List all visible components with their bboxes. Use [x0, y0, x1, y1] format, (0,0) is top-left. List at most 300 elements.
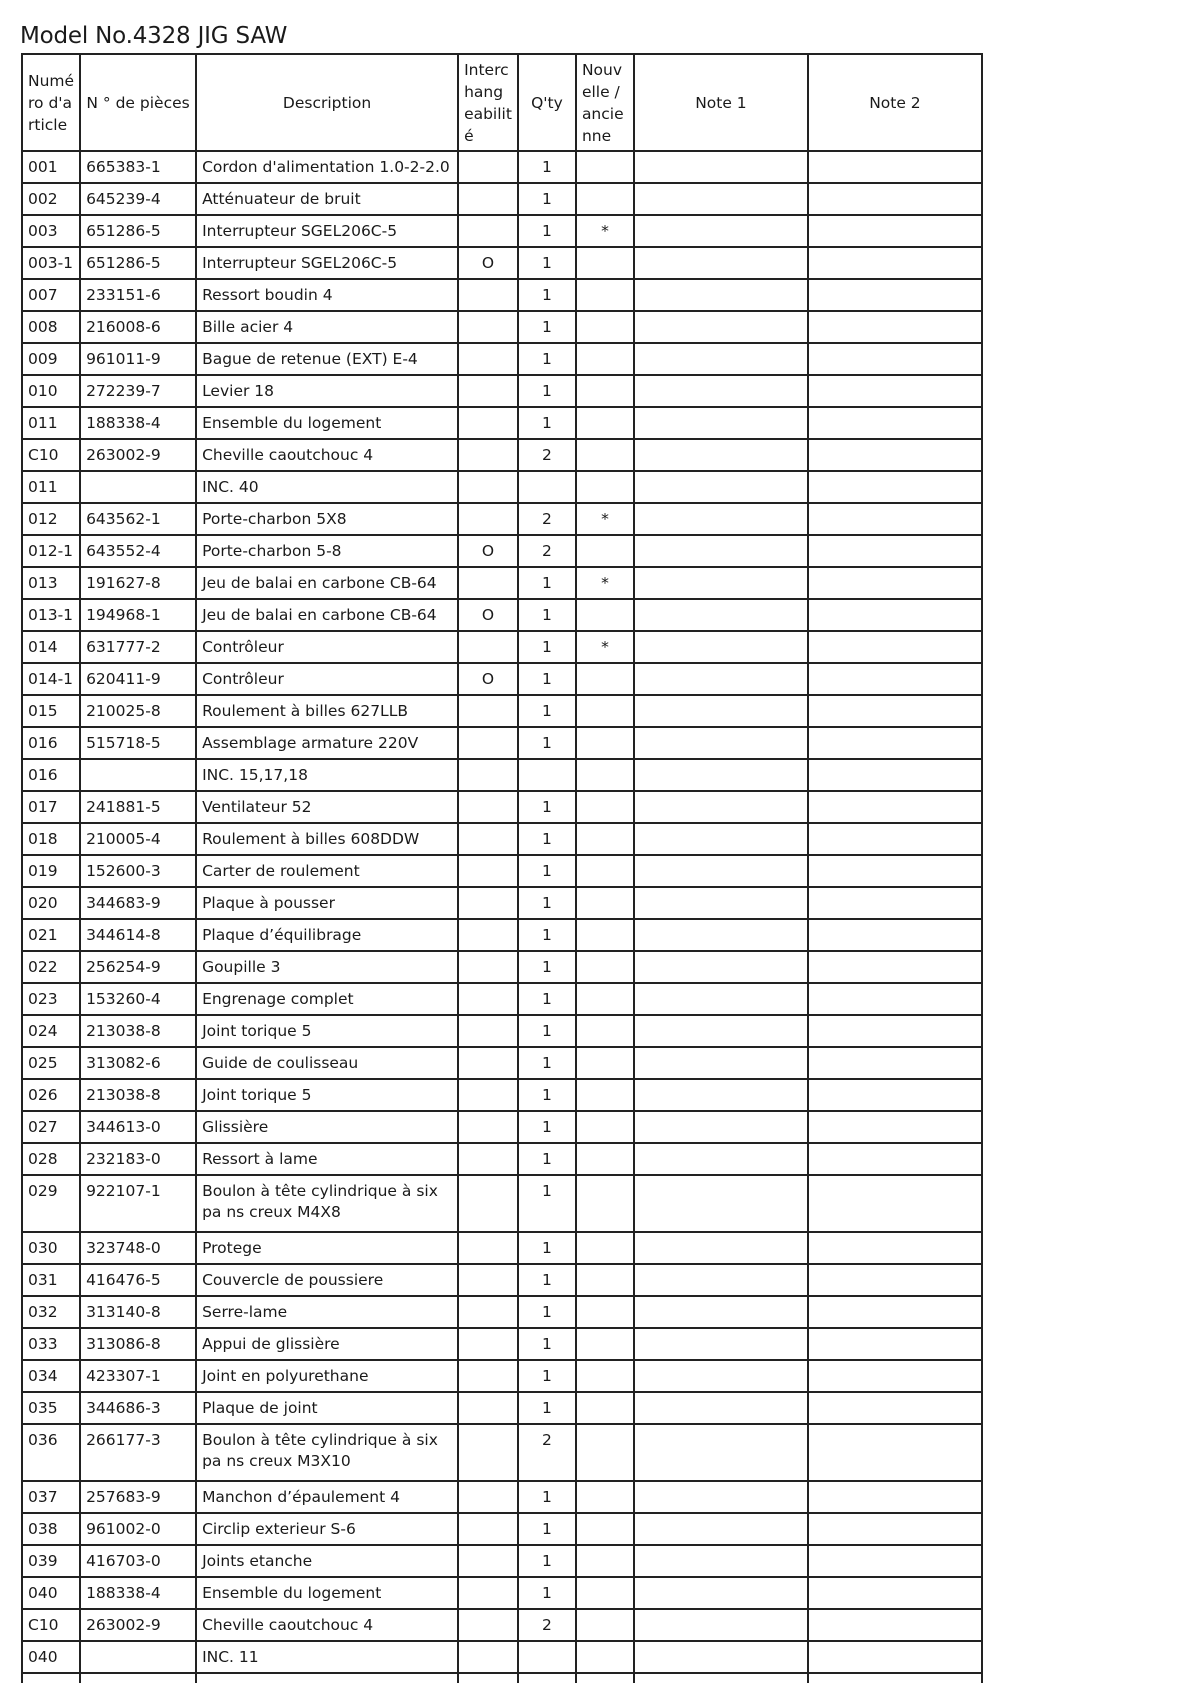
- cell-note-2: [808, 247, 982, 279]
- cell-new-old: [576, 791, 634, 823]
- cell-article-number: 022: [22, 951, 80, 983]
- cell-note-1: [634, 791, 808, 823]
- cell-new-old: [576, 887, 634, 919]
- cell-quantity: 1: [518, 151, 576, 183]
- cell-new-old: [576, 1673, 634, 1683]
- cell-part-number: 188338-4: [80, 1577, 196, 1609]
- cell-description: Ressort à lame: [196, 1143, 458, 1175]
- cell-new-old: [576, 471, 634, 503]
- cell-description: Plaque à pousser: [196, 887, 458, 919]
- cell-article-number: 033: [22, 1328, 80, 1360]
- table-row: [22, 855, 982, 887]
- cell-part-number: 323748-0: [80, 1232, 196, 1264]
- cell-description: Ensemble du logement: [196, 1577, 458, 1609]
- parts-table: [21, 53, 983, 1683]
- table-row: [22, 375, 982, 407]
- cell-interchangeability: [458, 823, 518, 855]
- cell-description: INC. 11: [196, 1641, 458, 1673]
- cell-note-2: [808, 1296, 982, 1328]
- cell-new-old: [576, 599, 634, 631]
- cell-note-2: [808, 1111, 982, 1143]
- cell-quantity: 2: [518, 503, 576, 535]
- cell-quantity: 2: [518, 439, 576, 471]
- table-row: [22, 535, 982, 567]
- cell-note-1: [634, 1641, 808, 1673]
- cell-interchangeability: O: [458, 247, 518, 279]
- cell-description: Guide de coulisseau: [196, 1047, 458, 1079]
- cell-note-1: [634, 1143, 808, 1175]
- table-row: [22, 1609, 982, 1641]
- cell-new-old: [576, 311, 634, 343]
- table-row: [22, 1111, 982, 1143]
- cell-article-number: 025: [22, 1047, 80, 1079]
- cell-note-2: [808, 1577, 982, 1609]
- cell-part-number: 344614-8: [80, 919, 196, 951]
- cell-quantity: 2: [518, 1609, 576, 1641]
- table-row: [22, 567, 982, 599]
- cell-note-2: [808, 1424, 982, 1481]
- cell-note-1: [634, 1513, 808, 1545]
- cell-interchangeability: [458, 1296, 518, 1328]
- table-row: [22, 759, 982, 791]
- cell-new-old: [576, 439, 634, 471]
- cell-new-old: *: [576, 567, 634, 599]
- cell-note-2: [808, 599, 982, 631]
- cell-description: Boulon à tête cylindrique à six pa ns creux M4X8: [196, 1175, 458, 1232]
- cell-part-number: 153260-4: [80, 983, 196, 1015]
- cell-part-number: 643552-4: [80, 535, 196, 567]
- cell-part-number: 423307-1: [80, 1360, 196, 1392]
- cell-article-number: 040: [22, 1641, 80, 1673]
- table-row: [22, 407, 982, 439]
- cell-description: Ventilateur 52: [196, 791, 458, 823]
- cell-interchangeability: O: [458, 535, 518, 567]
- cell-note-1: [634, 311, 808, 343]
- cell-article-number: [22, 1673, 80, 1683]
- cell-note-1: [634, 247, 808, 279]
- cell-note-1: [634, 1609, 808, 1641]
- cell-article-number: 034: [22, 1360, 80, 1392]
- cell-note-1: [634, 983, 808, 1015]
- cell-new-old: [576, 1047, 634, 1079]
- cell-part-number: 620411-9: [80, 663, 196, 695]
- cell-article-number: 002: [22, 183, 80, 215]
- table-row: [22, 951, 982, 983]
- cell-quantity: 1: [518, 1392, 576, 1424]
- document-title: Model No.4328 JIG SAW: [20, 23, 288, 49]
- cell-article-number: 023: [22, 983, 80, 1015]
- cell-note-1: [634, 1296, 808, 1328]
- cell-quantity: 1: [518, 343, 576, 375]
- cell-note-2: [808, 407, 982, 439]
- cell-note-2: [808, 1015, 982, 1047]
- cell-description: Cheville caoutchouc 4: [196, 1609, 458, 1641]
- cell-new-old: [576, 823, 634, 855]
- cell-interchangeability: [458, 759, 518, 791]
- table-row: [22, 663, 982, 695]
- cell-article-number: 012-1: [22, 535, 80, 567]
- cell-interchangeability: [458, 887, 518, 919]
- cell-note-1: [634, 279, 808, 311]
- table-row: [22, 215, 982, 247]
- table-row: [22, 1513, 982, 1545]
- cell-note-1: [634, 375, 808, 407]
- table-row: [22, 919, 982, 951]
- cell-interchangeability: [458, 503, 518, 535]
- cell-note-2: [808, 151, 982, 183]
- cell-quantity: 1: [518, 1264, 576, 1296]
- cell-article-number: 035: [22, 1392, 80, 1424]
- table-row: [22, 151, 982, 183]
- table-row: [22, 1264, 982, 1296]
- table-row: [22, 599, 982, 631]
- cell-new-old: [576, 1360, 634, 1392]
- table-row: [22, 1641, 982, 1673]
- cell-quantity: 1: [518, 407, 576, 439]
- cell-quantity: 1: [518, 1545, 576, 1577]
- cell-interchangeability: [458, 471, 518, 503]
- cell-note-1: [634, 1360, 808, 1392]
- cell-quantity: [518, 759, 576, 791]
- cell-quantity: 1: [518, 1047, 576, 1079]
- cell-description: Joints etanche: [196, 1545, 458, 1577]
- cell-description: Appui de glissière: [196, 1328, 458, 1360]
- cell-interchangeability: [458, 311, 518, 343]
- cell-note-2: [808, 279, 982, 311]
- cell-description: Porte-charbon 5-8: [196, 535, 458, 567]
- table-row: [22, 1545, 982, 1577]
- header-row: [22, 54, 982, 151]
- cell-note-1: [634, 727, 808, 759]
- table-row: [22, 1481, 982, 1513]
- cell-part-number: 263002-9: [80, 439, 196, 471]
- cell-note-2: [808, 631, 982, 663]
- table-row: [22, 1392, 982, 1424]
- cell-note-2: [808, 1047, 982, 1079]
- table-row: [22, 727, 982, 759]
- cell-note-1: [634, 183, 808, 215]
- cell-part-number: 416703-0: [80, 1545, 196, 1577]
- cell-article-number: 016: [22, 759, 80, 791]
- cell-new-old: [576, 951, 634, 983]
- cell-interchangeability: [458, 375, 518, 407]
- cell-quantity: 1: [518, 919, 576, 951]
- cell-quantity: 1: [518, 983, 576, 1015]
- cell-note-2: [808, 1392, 982, 1424]
- cell-note-2: [808, 1079, 982, 1111]
- cell-article-number: 024: [22, 1015, 80, 1047]
- cell-new-old: [576, 1296, 634, 1328]
- cell-interchangeability: [458, 1143, 518, 1175]
- cell-new-old: [576, 727, 634, 759]
- cell-interchangeability: [458, 1360, 518, 1392]
- cell-description: Engrenage complet: [196, 983, 458, 1015]
- cell-quantity: 1: [518, 727, 576, 759]
- cell-quantity: 1: [518, 791, 576, 823]
- cell-note-1: [634, 151, 808, 183]
- cell-quantity: 1: [518, 215, 576, 247]
- cell-note-2: [808, 791, 982, 823]
- cell-article-number: 007: [22, 279, 80, 311]
- cell-interchangeability: [458, 791, 518, 823]
- cell-note-1: [634, 1079, 808, 1111]
- cell-quantity: 1: [518, 1577, 576, 1609]
- table-row: [22, 1232, 982, 1264]
- cell-interchangeability: [458, 1577, 518, 1609]
- parts-table-body: [22, 151, 982, 1683]
- cell-description: Manchon d’épaulement 4: [196, 1481, 458, 1513]
- cell-article-number: 012: [22, 503, 80, 535]
- cell-part-number: 152600-3: [80, 855, 196, 887]
- cell-interchangeability: O: [458, 599, 518, 631]
- cell-part-number: 210005-4: [80, 823, 196, 855]
- cell-description: Glissière: [196, 1111, 458, 1143]
- cell-note-2: [808, 759, 982, 791]
- cell-note-1: [634, 951, 808, 983]
- cell-description: Assemblage armature 220V: [196, 727, 458, 759]
- cell-description: Interrupteur SGEL206C-5: [196, 215, 458, 247]
- cell-interchangeability: [458, 631, 518, 663]
- cell-note-1: [634, 1673, 808, 1683]
- header-note-1: Note 1: [634, 54, 808, 151]
- cell-note-2: [808, 663, 982, 695]
- cell-new-old: [576, 535, 634, 567]
- cell-article-number: 036: [22, 1424, 80, 1481]
- cell-part-number: 665383-1: [80, 151, 196, 183]
- cell-description: Boulon à tête cylindrique à six pa ns creux M3X10: [196, 1424, 458, 1481]
- cell-part-number: 210025-8: [80, 695, 196, 727]
- cell-quantity: 1: [518, 1513, 576, 1545]
- cell-new-old: [576, 695, 634, 727]
- table-row: [22, 1673, 982, 1683]
- cell-article-number: 027: [22, 1111, 80, 1143]
- cell-interchangeability: [458, 1015, 518, 1047]
- cell-new-old: [576, 1392, 634, 1424]
- cell-interchangeability: [458, 983, 518, 1015]
- cell-article-number: 009: [22, 343, 80, 375]
- cell-quantity: 1: [518, 1143, 576, 1175]
- cell-description: Cordon d'alimentation 1.0-2-2.0: [196, 151, 458, 183]
- cell-note-2: [808, 823, 982, 855]
- cell-article-number: 030: [22, 1232, 80, 1264]
- cell-note-2: [808, 567, 982, 599]
- cell-part-number: 232183-0: [80, 1143, 196, 1175]
- cell-new-old: [576, 1577, 634, 1609]
- cell-part-number: [80, 1641, 196, 1673]
- cell-note-2: [808, 343, 982, 375]
- table-row: [22, 1015, 982, 1047]
- cell-part-number: 233151-6: [80, 279, 196, 311]
- cell-interchangeability: [458, 1673, 518, 1683]
- cell-article-number: 019: [22, 855, 80, 887]
- header-part-number: N ° de pièces: [80, 54, 196, 151]
- cell-interchangeability: [458, 1111, 518, 1143]
- cell-new-old: [576, 1264, 634, 1296]
- cell-part-number: 313086-8: [80, 1328, 196, 1360]
- cell-note-2: [808, 535, 982, 567]
- cell-note-1: [634, 535, 808, 567]
- cell-quantity: 1: [518, 823, 576, 855]
- cell-interchangeability: [458, 151, 518, 183]
- cell-note-1: [634, 471, 808, 503]
- table-row: [22, 247, 982, 279]
- cell-quantity: 1: [518, 279, 576, 311]
- cell-article-number: 013: [22, 567, 80, 599]
- cell-article-number: 014: [22, 631, 80, 663]
- cell-interchangeability: [458, 727, 518, 759]
- cell-note-2: [808, 1609, 982, 1641]
- cell-note-2: [808, 1545, 982, 1577]
- cell-description: Bille acier 4: [196, 311, 458, 343]
- cell-quantity: 1: [518, 183, 576, 215]
- cell-interchangeability: [458, 215, 518, 247]
- cell-new-old: [576, 1143, 634, 1175]
- cell-new-old: *: [576, 631, 634, 663]
- cell-quantity: 1: [518, 1360, 576, 1392]
- table-row: [22, 695, 982, 727]
- cell-interchangeability: [458, 1392, 518, 1424]
- cell-article-number: 039: [22, 1545, 80, 1577]
- cell-note-1: [634, 567, 808, 599]
- cell-new-old: [576, 919, 634, 951]
- table-row: [22, 439, 982, 471]
- cell-note-1: [634, 1264, 808, 1296]
- cell-part-number: 213038-8: [80, 1079, 196, 1111]
- cell-note-2: [808, 1328, 982, 1360]
- header-note-2: Note 2: [808, 54, 982, 151]
- cell-note-2: [808, 1513, 982, 1545]
- cell-note-1: [634, 759, 808, 791]
- cell-note-2: [808, 471, 982, 503]
- cell-article-number: 011: [22, 471, 80, 503]
- cell-part-number: 515718-5: [80, 727, 196, 759]
- cell-quantity: 1: [518, 855, 576, 887]
- cell-article-number: 014-1: [22, 663, 80, 695]
- cell-new-old: [576, 247, 634, 279]
- cell-description: Circlip exterieur S-6: [196, 1513, 458, 1545]
- cell-note-2: [808, 1641, 982, 1673]
- cell-part-number: 263002-9: [80, 1609, 196, 1641]
- cell-new-old: [576, 1232, 634, 1264]
- cell-description: [196, 1673, 458, 1683]
- cell-article-number: 011: [22, 407, 80, 439]
- cell-description: Ressort boudin 4: [196, 279, 458, 311]
- cell-part-number: 313140-8: [80, 1296, 196, 1328]
- cell-quantity: [518, 1641, 576, 1673]
- cell-article-number: 008: [22, 311, 80, 343]
- cell-note-1: [634, 1328, 808, 1360]
- cell-new-old: [576, 1079, 634, 1111]
- cell-new-old: [576, 1609, 634, 1641]
- cell-new-old: [576, 375, 634, 407]
- cell-interchangeability: [458, 1609, 518, 1641]
- cell-note-1: [634, 1424, 808, 1481]
- table-row: [22, 1143, 982, 1175]
- cell-description: Serre-lame: [196, 1296, 458, 1328]
- cell-description: Protege: [196, 1232, 458, 1264]
- cell-interchangeability: [458, 1641, 518, 1673]
- cell-new-old: *: [576, 503, 634, 535]
- cell-article-number: 013-1: [22, 599, 80, 631]
- cell-quantity: 2: [518, 1424, 576, 1481]
- cell-part-number: [80, 471, 196, 503]
- cell-note-1: [634, 823, 808, 855]
- cell-quantity: 1: [518, 1111, 576, 1143]
- cell-note-2: [808, 1360, 982, 1392]
- cell-article-number: 031: [22, 1264, 80, 1296]
- cell-quantity: 1: [518, 1079, 576, 1111]
- cell-part-number: 213038-8: [80, 1015, 196, 1047]
- cell-new-old: [576, 1111, 634, 1143]
- cell-note-1: [634, 663, 808, 695]
- cell-quantity: 1: [518, 1175, 576, 1232]
- cell-note-2: [808, 727, 982, 759]
- table-row: [22, 1360, 982, 1392]
- cell-interchangeability: [458, 919, 518, 951]
- cell-article-number: C10: [22, 439, 80, 471]
- cell-note-1: [634, 1047, 808, 1079]
- cell-new-old: [576, 1481, 634, 1513]
- cell-part-number: 922107-1: [80, 1175, 196, 1232]
- cell-note-1: [634, 1015, 808, 1047]
- cell-description: Carter de roulement: [196, 855, 458, 887]
- cell-part-number: 651286-5: [80, 215, 196, 247]
- cell-quantity: 1: [518, 247, 576, 279]
- cell-article-number: 037: [22, 1481, 80, 1513]
- cell-quantity: 1: [518, 663, 576, 695]
- cell-note-1: [634, 1111, 808, 1143]
- cell-quantity: 1: [518, 567, 576, 599]
- cell-note-2: [808, 1673, 982, 1683]
- table-row: [22, 791, 982, 823]
- cell-quantity: 1: [518, 375, 576, 407]
- cell-part-number: 344686-3: [80, 1392, 196, 1424]
- table-row: [22, 887, 982, 919]
- cell-interchangeability: [458, 439, 518, 471]
- cell-new-old: [576, 663, 634, 695]
- cell-quantity: [518, 471, 576, 503]
- table-row: [22, 471, 982, 503]
- cell-part-number: 651286-5: [80, 247, 196, 279]
- cell-part-number: 266177-3: [80, 1424, 196, 1481]
- table-row: [22, 1577, 982, 1609]
- cell-quantity: 1: [518, 1328, 576, 1360]
- cell-note-2: [808, 1143, 982, 1175]
- cell-new-old: [576, 855, 634, 887]
- cell-part-number: [80, 1673, 196, 1683]
- cell-quantity: 1: [518, 1015, 576, 1047]
- cell-new-old: [576, 1641, 634, 1673]
- cell-part-number: 631777-2: [80, 631, 196, 663]
- cell-note-2: [808, 919, 982, 951]
- cell-note-2: [808, 887, 982, 919]
- cell-part-number: 645239-4: [80, 183, 196, 215]
- cell-article-number: 001: [22, 151, 80, 183]
- cell-description: Goupille 3: [196, 951, 458, 983]
- cell-article-number: 038: [22, 1513, 80, 1545]
- cell-description: INC. 40: [196, 471, 458, 503]
- cell-quantity: 2: [518, 535, 576, 567]
- cell-interchangeability: [458, 1424, 518, 1481]
- cell-article-number: 003: [22, 215, 80, 247]
- cell-new-old: [576, 1015, 634, 1047]
- cell-article-number: 017: [22, 791, 80, 823]
- cell-part-number: 241881-5: [80, 791, 196, 823]
- cell-interchangeability: [458, 951, 518, 983]
- cell-quantity: 1: [518, 311, 576, 343]
- header-new-old: Nouv elle / ancie nne: [576, 54, 634, 151]
- cell-new-old: [576, 279, 634, 311]
